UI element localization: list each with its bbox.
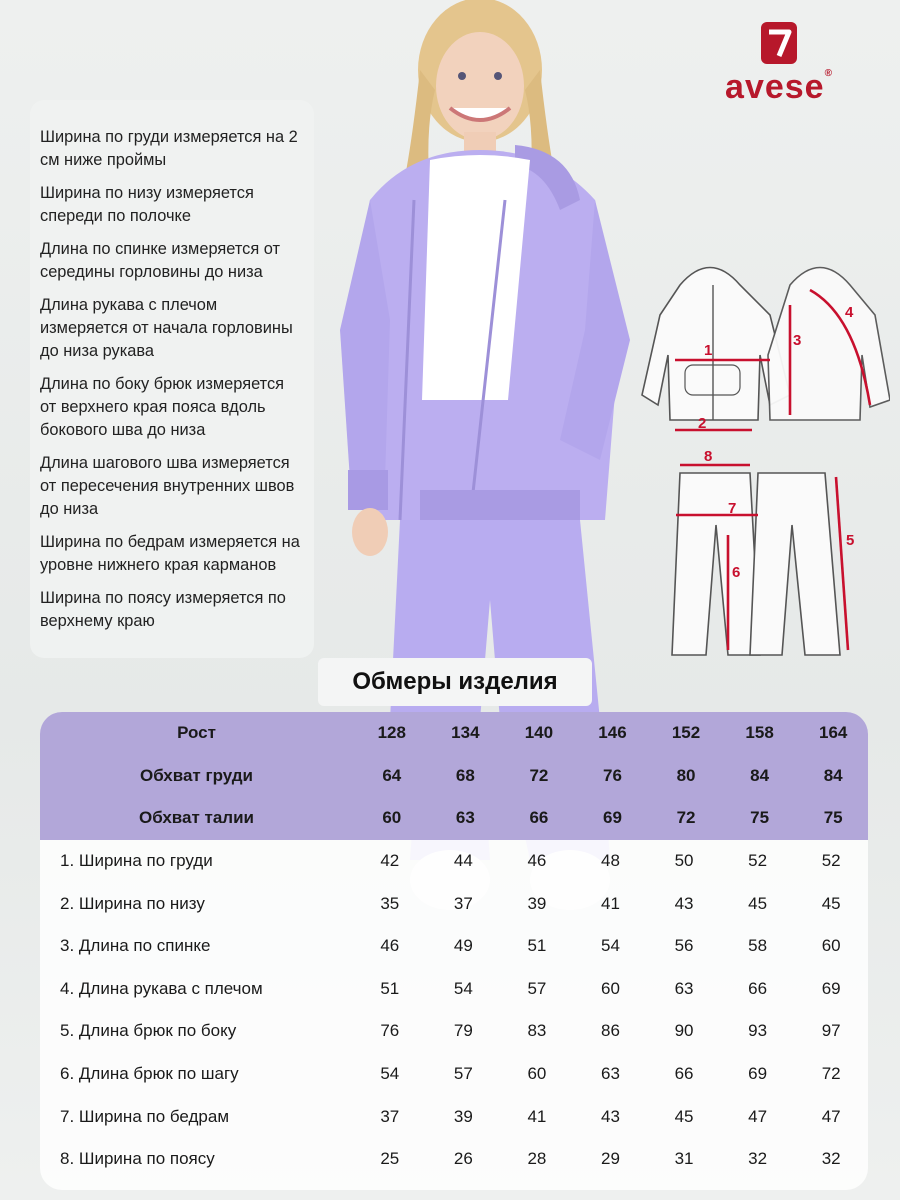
table-cell: 140 [500,712,574,755]
table-cell: 76 [574,755,648,798]
table-cell: 26 [453,1149,473,1169]
row-label: Обхват талии [40,797,353,840]
table-cell: 32 [821,1149,841,1169]
table-cell: 63 [427,797,501,840]
table-cell: 128 [353,712,427,755]
table-cell: 46 [380,936,400,956]
table-cell: 76 [380,1021,400,1041]
table-cell: 51 [527,936,547,956]
diagram-label-5: 5 [846,532,855,549]
row-label: 7. Ширина по бедрам [60,1106,230,1126]
diagram-label-3: 3 [793,332,802,349]
table-cell: 134 [427,712,501,755]
table-cell: 41 [527,1106,547,1126]
table-cell: 84 [721,755,795,798]
table-cell: 50 [674,851,694,871]
table-cell: 47 [748,1106,768,1126]
note-back-length: Длина по спинке измеряется от середины горловины до низа [40,240,281,281]
table-cell: 68 [427,755,501,798]
table-cell: 31 [674,1149,694,1169]
note-hip-width: Ширина по бедрам измеряется на уровне нижнего края карманов [40,533,300,574]
table-cell: 48 [601,851,620,871]
table-cell: 54 [601,936,620,956]
logo-wordmark: avese® [725,68,833,106]
table-cell: 57 [453,1064,473,1084]
table-cell: 69 [748,1064,768,1084]
table-cell: 60 [601,978,620,998]
table-cell: 66 [674,1064,694,1084]
measurement-notes [30,100,314,658]
row-label: 6. Длина брюк по шагу [60,1064,239,1084]
size-chart-title: Обмеры изделия [352,668,558,695]
table-row [40,1053,868,1096]
table-cell: 60 [527,1064,547,1084]
table-cell: 49 [453,936,473,956]
table-cell: 45 [748,893,768,913]
table-cell: 43 [674,893,694,913]
row-label: 2. Ширина по низу [60,893,205,913]
diagram-label-6: 6 [732,564,741,581]
table-cell: 51 [380,978,400,998]
table-cell: 75 [721,797,795,840]
table-cell: 42 [380,851,400,871]
diagram-label-8: 8 [704,448,713,465]
table-cell: 69 [821,978,841,998]
table-cell: 146 [574,712,648,755]
table-cell: 52 [821,851,841,871]
table-cell: 28 [527,1149,547,1169]
table-cell: 63 [601,1064,620,1084]
logo-mark-icon [759,20,799,66]
table-cell: 60 [353,797,427,840]
table-cell: 52 [748,851,768,871]
table-cell: 90 [674,1021,694,1041]
table-cell: 43 [601,1106,620,1126]
table-cell: 39 [453,1106,473,1126]
diagram-label-2: 2 [698,415,707,432]
table-cell: 58 [748,936,768,956]
table-cell: 84 [794,755,868,798]
table-cell: 44 [453,851,473,871]
row-label: Рост [40,712,353,755]
table-cell: 54 [453,978,473,998]
table-header-row [40,712,868,755]
table-row [40,882,868,925]
table-row [40,840,868,883]
row-label: Обхват груди [40,755,353,798]
table-cell: 79 [453,1021,473,1041]
row-label: 4. Длина рукава с плечом [60,978,263,998]
table-cell: 66 [748,978,768,998]
table-cell: 41 [601,893,620,913]
diagram-label-4: 4 [845,304,854,321]
note-bottom-width: Ширина по низу измеряется спереди по полочке [40,184,254,225]
table-cell: 60 [821,936,841,956]
table-cell: 32 [748,1149,768,1169]
table-cell: 54 [380,1064,400,1084]
table-cell: 45 [821,893,841,913]
table-cell: 56 [674,936,694,956]
table-cell: 69 [574,797,648,840]
table-header-row [40,755,868,798]
table-row [40,1095,868,1138]
note-chest-width: Ширина по груди измеряется на 2 см ниже проймы [40,128,298,169]
table-cell: 83 [527,1021,547,1041]
row-label: 1. Ширина по груди [60,851,213,871]
row-label: 5. Длина брюк по боку [60,1021,237,1041]
table-cell: 47 [821,1106,841,1126]
table-cell: 86 [601,1021,620,1041]
hoodie-front-outline [642,268,790,421]
table-cell: 66 [500,797,574,840]
table-cell: 25 [380,1149,400,1169]
table-header-row [40,797,868,840]
table-cell: 72 [647,797,721,840]
table-cell: 158 [721,712,795,755]
note-waist-width: Ширина по поясу измеряется по верхнему краю [40,589,286,630]
table-row [40,925,868,968]
row-label: 8. Ширина по поясу [60,1149,215,1169]
note-inseam-length: Длина шагового шва измеряется от пересечения внутренних швов до низа [40,454,295,518]
table-cell: 72 [500,755,574,798]
size-chart-title-box [318,658,592,706]
size-table [40,712,868,1190]
table-cell: 57 [527,978,547,998]
table-cell: 29 [601,1149,620,1169]
note-sleeve-length: Длина рукава с плечом измеряется от начала горловины до низа рукава [40,296,293,360]
table-cell: 46 [527,851,547,871]
table-row [40,1138,868,1181]
table-cell: 152 [647,712,721,755]
diagram-label-7: 7 [728,500,737,517]
diagram-label-1: 1 [704,342,713,359]
table-cell: 39 [527,893,547,913]
note-pants-side-length: Длина по боку брюк измеряется от верхнего края пояса вдоль бокового шва до низа [40,375,285,439]
table-cell: 75 [794,797,868,840]
table-cell: 45 [674,1106,694,1126]
table-cell: 37 [380,1106,400,1126]
brand-logo [704,20,854,120]
garment-measurement-diagram [640,245,890,665]
row-label: 3. Длина по спинке [60,936,211,956]
table-cell: 64 [353,755,427,798]
table-cell: 164 [794,712,868,755]
table-cell: 80 [647,755,721,798]
table-row [40,968,868,1011]
table-cell: 35 [380,893,400,913]
table-cell: 97 [821,1021,841,1041]
table-cell: 72 [821,1064,841,1084]
table-cell: 37 [453,893,473,913]
table-cell: 63 [674,978,694,998]
table-row [40,1010,868,1053]
table-cell: 93 [748,1021,768,1041]
